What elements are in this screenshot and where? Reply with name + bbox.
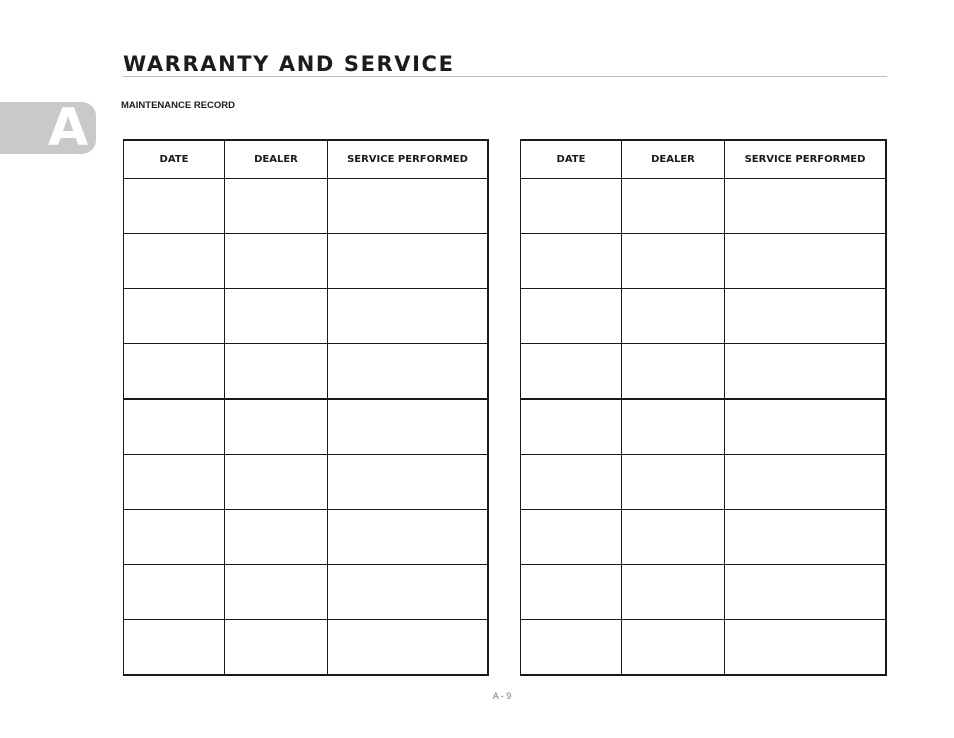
date-cell[interactable] <box>521 510 622 565</box>
date-cell[interactable] <box>521 399 622 455</box>
column-header-dealer: DEALER <box>225 140 328 179</box>
dealer-cell[interactable] <box>225 455 328 510</box>
dealer-cell[interactable] <box>622 620 725 676</box>
dealer-cell[interactable] <box>622 234 725 289</box>
section-heading: MAINTENANCE RECORD <box>121 100 235 111</box>
dealer-cell[interactable] <box>622 510 725 565</box>
table-row <box>521 399 887 455</box>
service-cell[interactable] <box>328 399 489 455</box>
table-row <box>124 565 489 620</box>
maintenance-table-left <box>123 139 489 676</box>
date-cell[interactable] <box>124 344 225 400</box>
service-cell[interactable] <box>328 179 489 234</box>
date-cell[interactable] <box>521 620 622 676</box>
service-cell[interactable] <box>725 179 887 234</box>
page-title: WARRANTY AND SERVICE <box>123 52 455 76</box>
service-cell[interactable] <box>725 234 887 289</box>
service-cell[interactable] <box>328 565 489 620</box>
table-header-row <box>521 140 887 179</box>
column-header-dealer: DEALER <box>622 140 725 179</box>
date-cell[interactable] <box>521 455 622 510</box>
table-row <box>521 234 887 289</box>
service-cell[interactable] <box>328 344 489 400</box>
dealer-cell[interactable] <box>225 565 328 620</box>
dealer-cell[interactable] <box>225 289 328 344</box>
table-row <box>521 289 887 344</box>
column-header-service: SERVICE PERFORMED <box>328 140 489 179</box>
table-row <box>521 620 887 676</box>
service-cell[interactable] <box>328 234 489 289</box>
column-header-date: DATE <box>521 140 622 179</box>
dealer-cell[interactable] <box>622 179 725 234</box>
table-row <box>124 289 489 344</box>
column-header-service: SERVICE PERFORMED <box>725 140 887 179</box>
date-cell[interactable] <box>124 455 225 510</box>
table-row <box>124 455 489 510</box>
service-cell[interactable] <box>725 510 887 565</box>
date-cell[interactable] <box>124 620 225 676</box>
service-cell[interactable] <box>725 620 887 676</box>
table-row <box>521 510 887 565</box>
service-cell[interactable] <box>328 510 489 565</box>
table-row <box>124 399 489 455</box>
date-cell[interactable] <box>521 565 622 620</box>
dealer-cell[interactable] <box>622 289 725 344</box>
service-cell[interactable] <box>328 289 489 344</box>
service-cell[interactable] <box>725 399 887 455</box>
dealer-cell[interactable] <box>225 234 328 289</box>
service-cell[interactable] <box>725 455 887 510</box>
service-cell[interactable] <box>725 565 887 620</box>
table-row <box>124 510 489 565</box>
title-divider <box>123 76 887 77</box>
date-cell[interactable] <box>124 289 225 344</box>
date-cell[interactable] <box>124 399 225 455</box>
dealer-cell[interactable] <box>225 399 328 455</box>
table-row <box>521 344 887 400</box>
date-cell[interactable] <box>521 289 622 344</box>
dealer-cell[interactable] <box>622 455 725 510</box>
date-cell[interactable] <box>521 179 622 234</box>
date-cell[interactable] <box>124 565 225 620</box>
table-row <box>124 344 489 400</box>
service-cell[interactable] <box>328 620 489 676</box>
table-row <box>124 179 489 234</box>
table-row <box>521 179 887 234</box>
table-row <box>521 455 887 510</box>
dealer-cell[interactable] <box>225 344 328 400</box>
date-cell[interactable] <box>124 234 225 289</box>
table-row <box>124 234 489 289</box>
page-number: A - 9 <box>492 691 512 701</box>
date-cell[interactable] <box>124 510 225 565</box>
table-row <box>521 565 887 620</box>
service-cell[interactable] <box>725 289 887 344</box>
dealer-cell[interactable] <box>622 344 725 400</box>
dealer-cell[interactable] <box>225 620 328 676</box>
column-header-date: DATE <box>124 140 225 179</box>
table-row <box>124 620 489 676</box>
dealer-cell[interactable] <box>225 510 328 565</box>
date-cell[interactable] <box>521 344 622 400</box>
dealer-cell[interactable] <box>622 399 725 455</box>
maintenance-table-right <box>520 139 887 676</box>
service-cell[interactable] <box>725 344 887 400</box>
table-header-row <box>124 140 489 179</box>
dealer-cell[interactable] <box>622 565 725 620</box>
dealer-cell[interactable] <box>225 179 328 234</box>
date-cell[interactable] <box>521 234 622 289</box>
service-cell[interactable] <box>328 455 489 510</box>
section-tab-letter: A <box>48 98 89 158</box>
date-cell[interactable] <box>124 179 225 234</box>
